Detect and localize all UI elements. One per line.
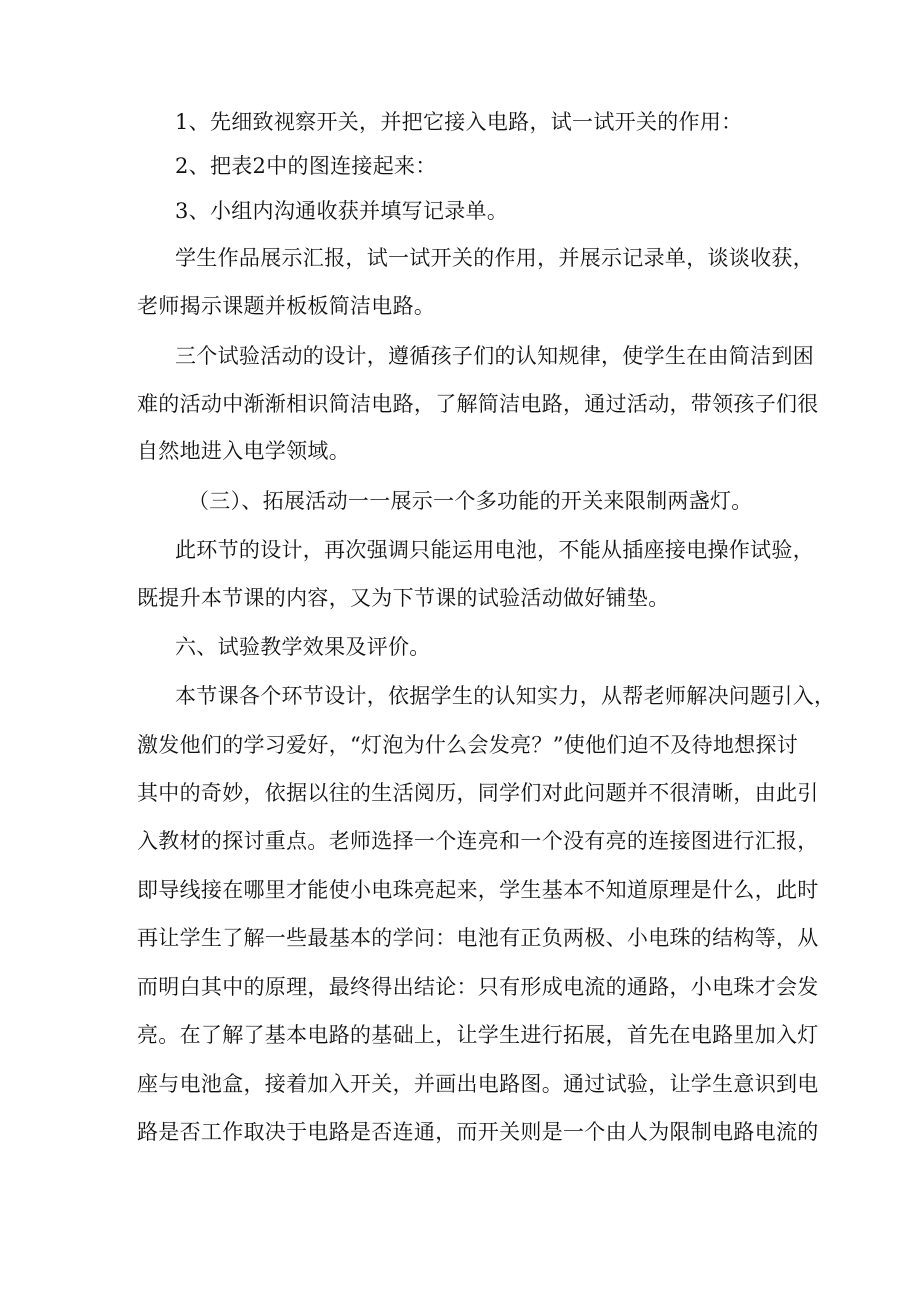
step-1-text: 1、先细致视察开关，并把它接入电路，试一试开关的作用： xyxy=(175,110,743,134)
paragraph-line: 老师揭示课题并板板简洁电路。 xyxy=(137,294,436,318)
paragraph-line: 自然地进入电学领域。 xyxy=(137,439,350,463)
paragraph-line: 座与电池盒，接着加入开关，并画出电路图。通过试验，让学生意识到电 xyxy=(137,1072,819,1096)
paragraph-line: 本节课各个环节设计，依据学生的认知实力，从帮老师解决问题引入， xyxy=(175,684,836,708)
paragraph-line: 难的活动中渐渐相识简洁电路，了解简洁电路，通过活动，带领孩子们很 xyxy=(137,392,819,416)
paragraph-line: 即导线接在哪里才能使小电珠亮起来，学生基本不知道原理是什么，此时 xyxy=(137,878,819,902)
paragraph-line: 路是否工作取决于电路是否连通，而开关则是一个由人为限制电路电流的 xyxy=(137,1120,819,1144)
paragraph-line: 三个试验活动的设计，遵循孩子们的认知规律，使学生在由简洁到困 xyxy=(175,344,814,368)
paragraph-line: 学生作品展示汇报，试一试开关的作用，并展示记录单，谈谈收获， xyxy=(175,246,814,270)
paragraph-line: 激发他们的学习爱好，“灯泡为什么会发亮？”使他们迫不及待地想探讨 xyxy=(137,733,799,757)
step-2-text: 2、把表2中的图连接起来： xyxy=(175,154,437,178)
section-heading-3: （三）、拓展活动一一展示一个多功能的开关来限制两盏灯。 xyxy=(188,489,753,513)
section-heading-6: 六、试验教学效果及评价。 xyxy=(175,635,431,659)
paragraph-line: 亮。在了解了基本电路的基础上，让学生进行拓展，首先在电路里加入灯 xyxy=(137,1023,819,1047)
paragraph-line: 既提升本节课的内容，又为下节课的试验活动做好铺垫。 xyxy=(137,586,670,610)
paragraph-line: 入教材的探讨重点。老师选择一个连亮和一个没有亮的连接图进行汇报， xyxy=(137,829,819,853)
paragraph-line: 而明白其中的原理，最终得出结论：只有形成电流的通路，小电珠才会发 xyxy=(137,975,819,999)
paragraph-line: 再让学生了解一些最基本的学问：电池有正负两极、小电珠的结构等，从 xyxy=(137,926,819,950)
step-3-text: 3、小组内沟通收获并填写记录单。 xyxy=(175,199,509,223)
paragraph-line: 其中的奇妙，依据以往的生活阅历，同学们对此问题并不很清晰，由此引 xyxy=(137,781,819,805)
paragraph-line: 此环节的设计，再次强调只能运用电池，不能从插座接电操作试验， xyxy=(175,538,814,562)
